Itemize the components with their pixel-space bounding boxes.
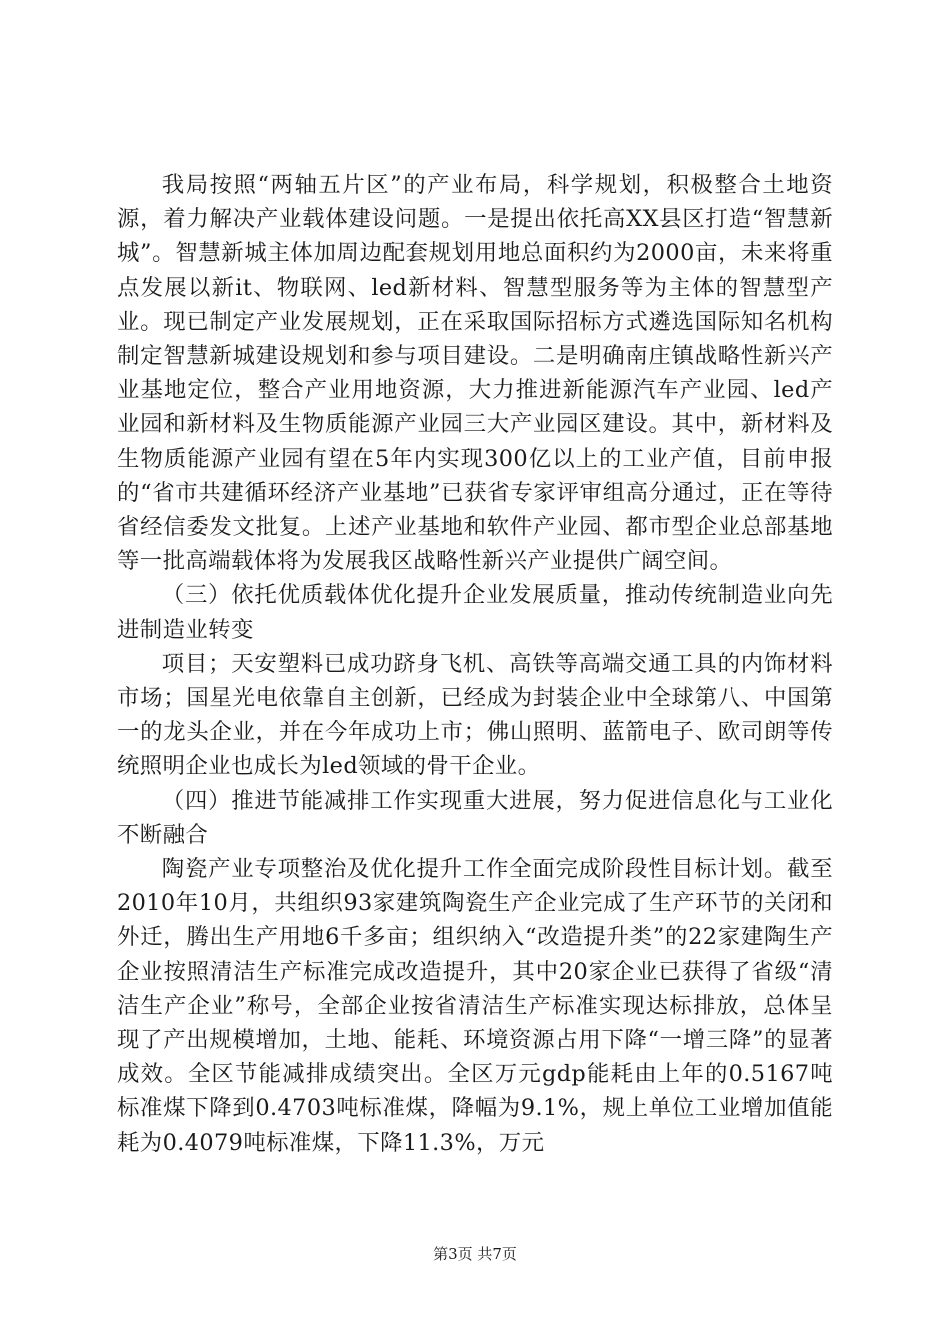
paragraph-energy-saving: 陶瓷产业专项整治及优化提升工作全面完成阶段性目标计划。截至2010年10月，共组织93家建筑陶瓷生产企业完成了生产环节的关闭和外迁，腾出生产用地6千多亩；组织纳入“改造提升类”的22家建陶生产企业按照清洁生产标准完成改造提升，其中20家企业已获得了省级“清洁生产企业”称号，全部企业按省清洁生产标准实现达标排放，总体呈现了产出规模增加，土地、能耗、环境资源占用下降“一增三降”的显著成效。全区节能减排成绩突出。全区万元gdp能耗由上年的0.5167吨标准煤下降到0.4703吨标准煤，降幅为9.1%，规上单位工业增加值能耗为0.4079吨标准煤，下降11.3%，万元 (117, 856, 833, 1156)
section-heading-three: （三）依托优质载体优化提升企业发展质量，推动传统制造业向先进制造业转变 (117, 582, 833, 643)
section-heading-four: （四）推进节能减排工作实现重大进展，努力促进信息化与工业化不断融合 (117, 787, 833, 848)
document-body (117, 168, 833, 1160)
page-number-footer: 第3页 共7页 (433, 1245, 517, 1263)
paragraph-industrial-layout: 我局按照“两轴五片区”的产业布局，科学规划，积极整合土地资源，着力解决产业载体建设问题。一是提出依托高XX县区打造“智慧新城”。智慧新城主体加周边配套规划用地总面积约为2000亩，未来将重点发展以新it、物联网、led新材料、智慧型服务等为主体的智慧型产业。现已制定产业发展规划，正在采取国际招标方式遴选国际知名机构制定智慧新城建设规划和参与项目建设。二是明确南庄镇战略性新兴产业基地定位，整合产业用地资源，大力推进新能源汽车产业园、led产业园和新材料及生物质能源产业园三大产业园区建设。其中，新材料及生物质能源产业园有望在5年内实现300亿以上的工业产值，目前申报的“省市共建循环经济产业基地”已获省专家评审组高分通过，正在等待省经信委发文批复。上述产业基地和软件产业园、都市型企业总部基地等一批高端载体将为发展我区战略性新兴产业提供广阔空间。 (117, 172, 833, 575)
paragraph-enterprise-projects: 项目；天安塑料已成功跻身飞机、高铁等高端交通工具的内饰材料市场；国星光电依靠自主创新，已经成为封装企业中全球第八、中国第一的龙头企业，并在今年成功上市；佛山照明、蓝箭电子、欧司朗等传统照明企业也成长为led领域的骨干企业。 (117, 650, 833, 780)
